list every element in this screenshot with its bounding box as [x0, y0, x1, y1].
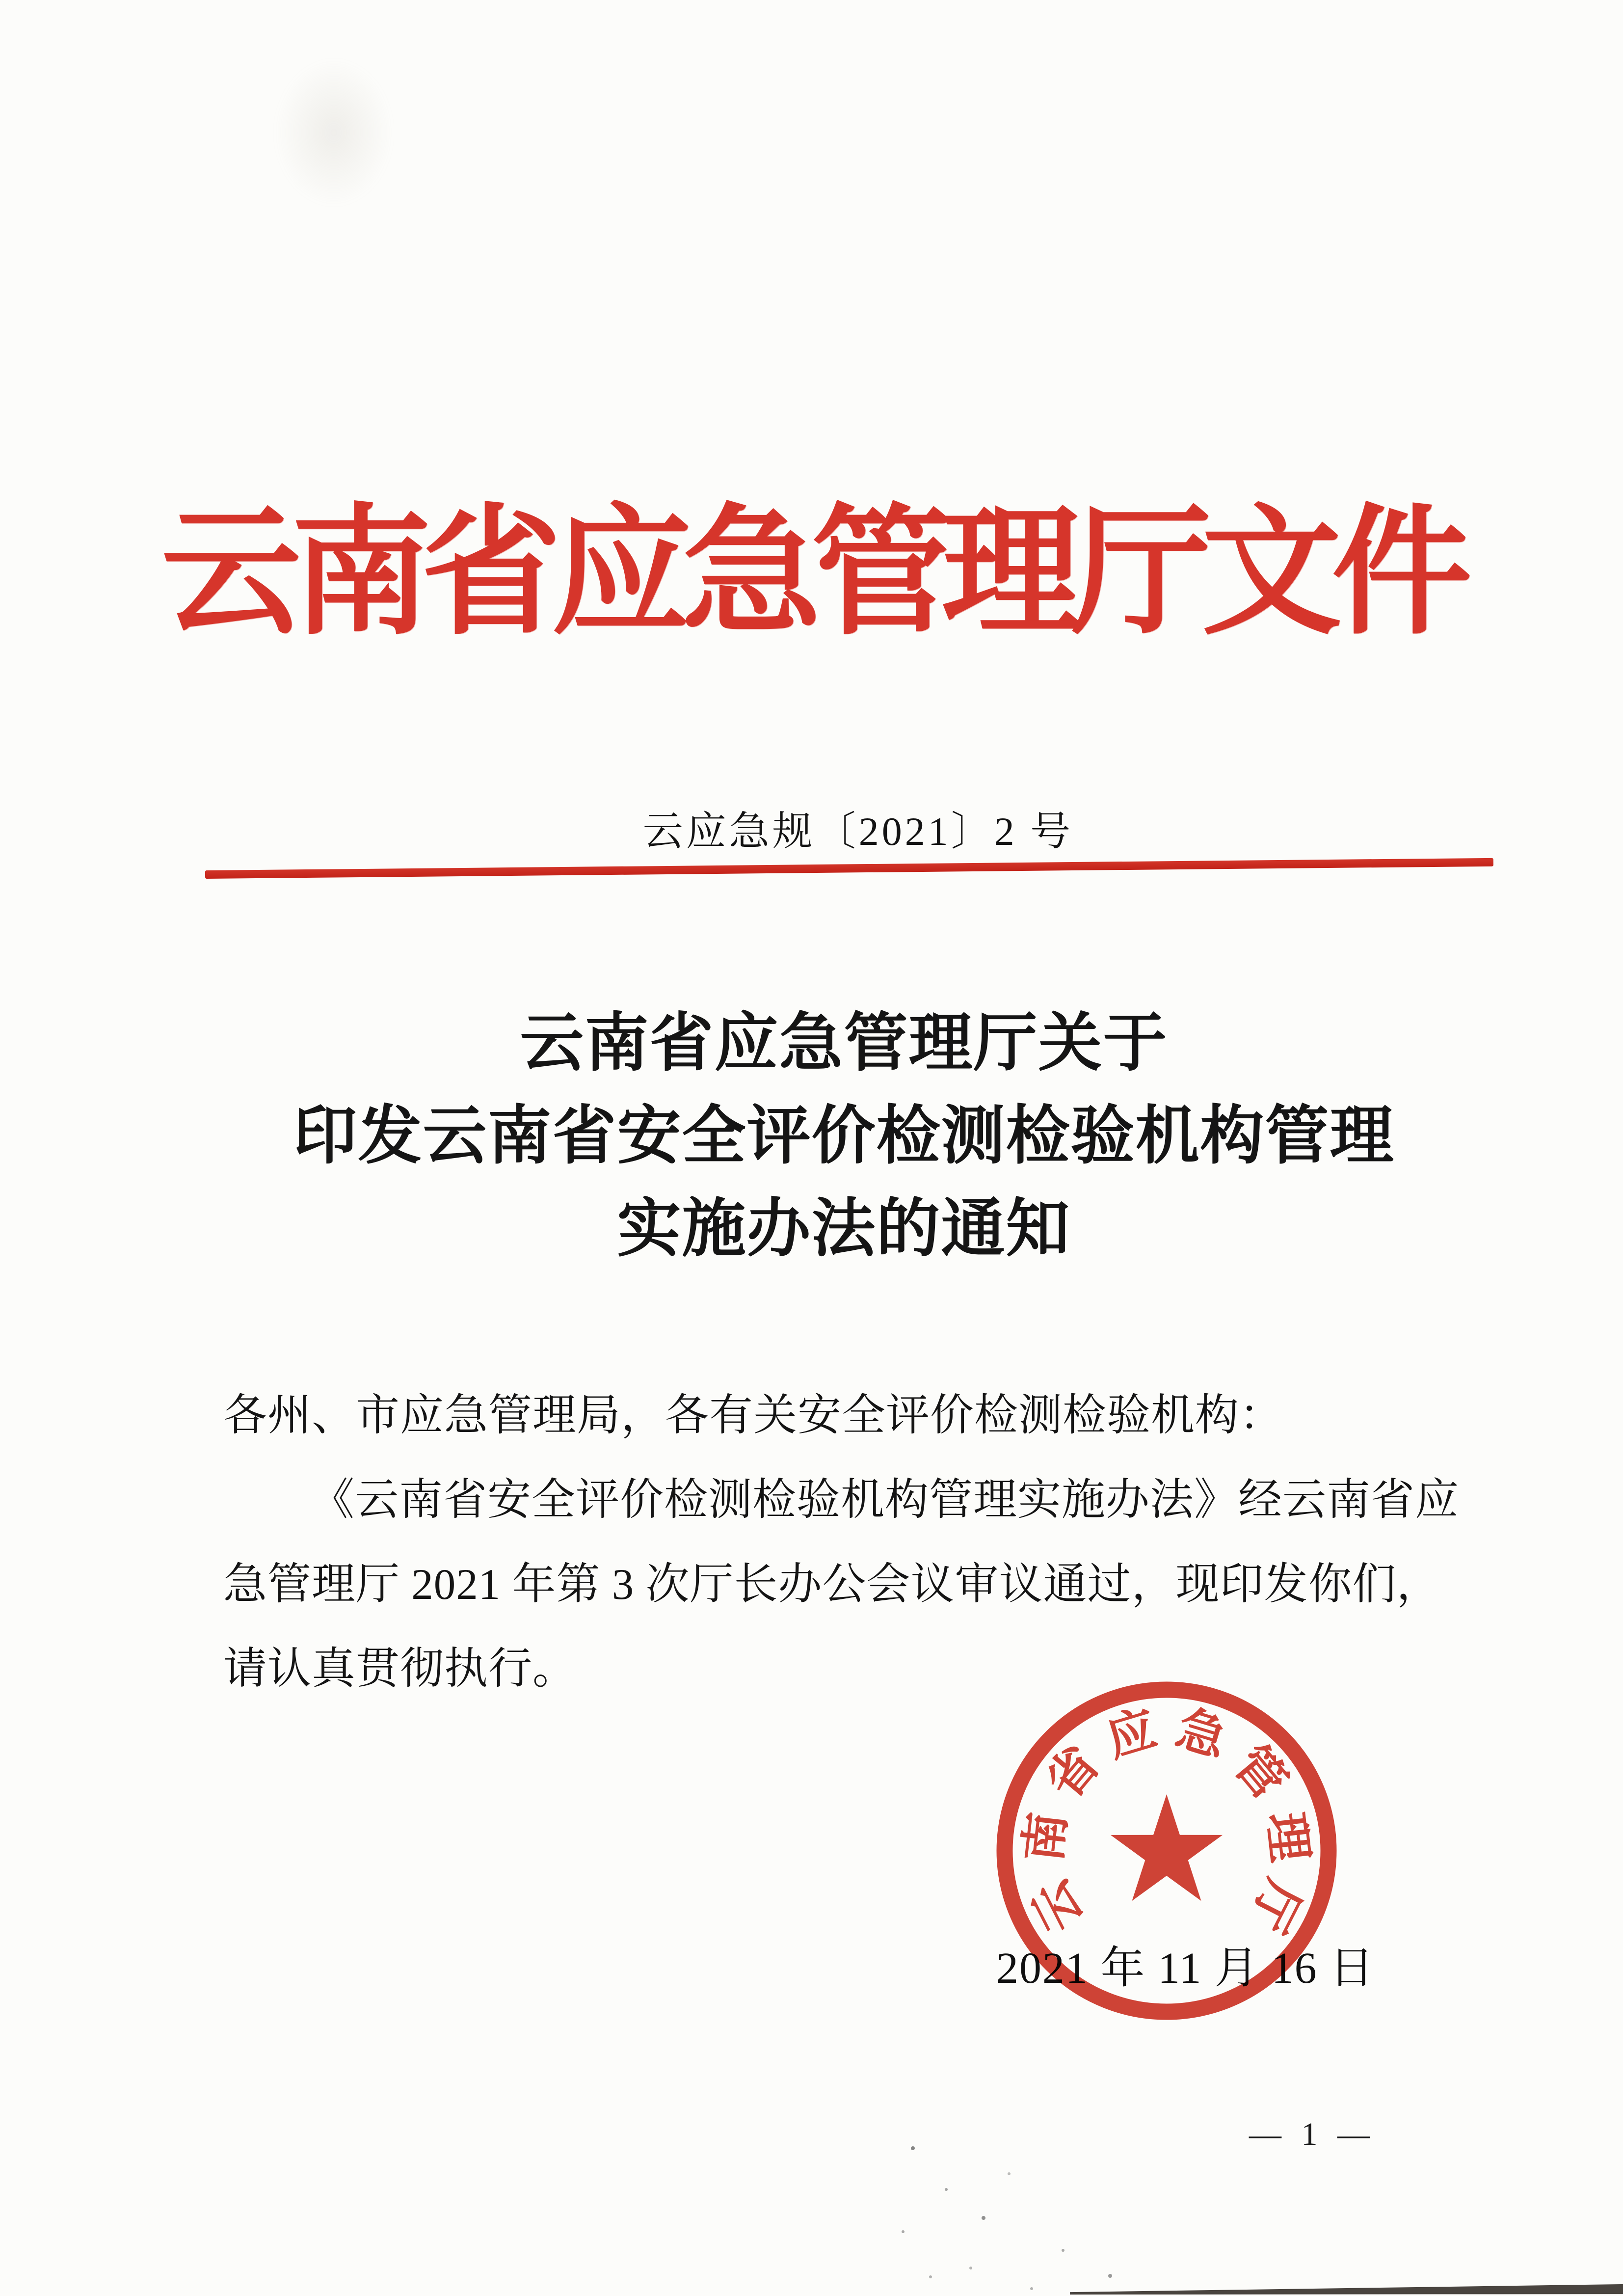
- seal-char: 南: [1015, 1810, 1076, 1865]
- issue-date: 2021 年 11 月 16 日: [996, 1944, 1375, 1993]
- seal-char: 省: [1036, 1736, 1110, 1810]
- red-divider-line: [205, 858, 1493, 879]
- scan-smudge: [275, 59, 393, 206]
- page-number: — 1 —: [1249, 2116, 1376, 2152]
- seal-char: 云: [1022, 1871, 1094, 1941]
- seal-char: 理: [1257, 1810, 1318, 1865]
- scan-speckles: [854, 2126, 856, 2128]
- seal-char: 应: [1100, 1701, 1163, 1768]
- seal-char: 厅: [1239, 1871, 1311, 1941]
- scan-edge-shadow: [1070, 2284, 1623, 2295]
- document-number: 云应急规〔2021〕2 号: [642, 809, 1074, 854]
- title-line-1: 云南省应急管理厅关于: [520, 1008, 1168, 1079]
- body-line: 《云南省安全评价检测检验机构管理实施办法》经云南省应: [311, 1476, 1459, 1524]
- body-line: 急管理厅 2021 年第 3 次厅长办公会议审议通过，现印发你们，: [223, 1561, 1441, 1609]
- seal-char: 急: [1170, 1701, 1233, 1768]
- official-seal: [995, 1679, 1338, 2023]
- salutation-line: 各州、市应急管理局，各有关安全评价检测检验机构：: [223, 1392, 1283, 1440]
- title-line-3: 实施办法的通知: [617, 1194, 1071, 1265]
- body-line: 请认真贯彻执行。: [223, 1645, 577, 1693]
- letterhead-org-title: 云南省应急管理厅文件: [161, 496, 1462, 651]
- title-line-2: 印发云南省安全评价检测检验机构管理: [293, 1101, 1395, 1172]
- document-title: [32, 998, 1623, 1276]
- seal-star: [1111, 1794, 1223, 1901]
- seal-char: 管: [1223, 1736, 1297, 1810]
- document-body: [223, 1374, 1480, 1711]
